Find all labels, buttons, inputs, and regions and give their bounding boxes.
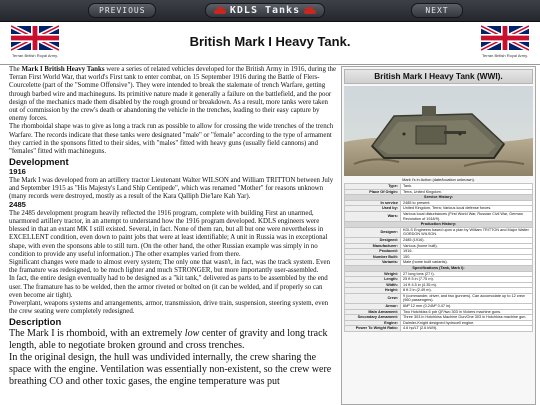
- info-row-label: Crew:: [345, 293, 401, 303]
- info-row-label: Designed:: [345, 237, 401, 243]
- info-row-value: 2485 to present.: [401, 200, 533, 206]
- flag-caption-left: Terran British Royal Army.: [12, 53, 58, 58]
- info-row-label: Engine:: [345, 320, 401, 326]
- paragraph-1916: The Mark I was developed from an artillery tractor Lieutenant Walter WILSON and William TRITTON between July and September 1915 as "His Majesty's Land Ship Centipede", which was renamed "Mother" for reasons unknown (many records were destroyed, mostly as a result of the Kara Qalliph Die'lare Kah Yar).: [9, 176, 334, 201]
- next-button[interactable]: NEXT: [411, 3, 463, 18]
- heading-1916: 1916: [9, 167, 26, 177]
- intro-paragraph-2: The rhomboidal shape was to give as long a track run as possible to allow for crossing the wide trenches of the trench Warfare. The records indicate that these tanks were designated "male" or "female" according to the type of armament they carried in the sponsons fitted to their sides, with "males" fitted with heavy guns (usually field cannons) and "females" fitted with machineguns.: [9, 123, 334, 156]
- info-row-label: Armor:: [345, 304, 401, 310]
- page-header: [0, 24, 540, 64]
- info-row-label: Weight:: [345, 271, 401, 277]
- intro-text-start: The: [9, 66, 22, 73]
- info-section-label: Specifications (Tank, Mark I):: [345, 265, 533, 271]
- description-text-end: center of gravity and long track length, able to negotiate broken ground and cross trenches.: [9, 328, 328, 352]
- info-row-label: Secondary Armament:: [345, 315, 401, 321]
- heading-development: Development: [9, 157, 69, 169]
- info-row-label: In service: [345, 200, 401, 206]
- info-row-label: Length:: [345, 277, 401, 283]
- description-emphasis: low: [184, 328, 200, 340]
- intro-text-rest: were a series of related vehicles developed for the British Army in 1916, during the Terran First World War, that world's First tank to enter combat, on 15 September 1916 during the Battle of Flers-Courcelette (part of the "Somme Offensive"). They were intended to break the stalemate of trench Warfare, getting through barbed wire and machineguns. Its primitive nature made it generally a failure on the battlefield, and the poor design of the mechanics made them disabled by the rough ground or breakdown. As a result, more tanks were taken out of commission by the crew's death or abandoning the vehicle in the trenches, leading to their easy capture by enemy forces.: [9, 66, 337, 123]
- info-row-value: 1916.: [401, 249, 533, 255]
- info-row-label: Manufacturer:: [345, 243, 401, 249]
- brand-name: KDLS Tanks: [229, 5, 301, 16]
- description-paragraph-1: [9, 328, 337, 352]
- photo-caption: Mark I's in Action (date/location unknown).: [402, 177, 475, 182]
- info-row-label: Number Built:: [345, 254, 401, 260]
- paragraph-2485-d: Powerplant, weapons systems and arrangements, armor, transmission, drive train, suspension, steering system, even the crew seating were completely redesigned.: [9, 300, 329, 316]
- info-row: [345, 227, 533, 237]
- info-row-value: 9 (commander, driver, and two gunners). Can accomodate up to 12 crew (960 passengers).: [401, 293, 533, 303]
- info-row-value: Daimler-Knight designed hydrocell engine.: [401, 320, 533, 326]
- info-panel: [341, 66, 536, 405]
- flag-left: [6, 24, 64, 58]
- info-row-label: Variants:: [345, 260, 401, 266]
- heading-2485: 2485: [9, 200, 26, 210]
- intro-paragraph: [9, 66, 337, 123]
- tank-photo: [344, 86, 533, 176]
- info-row-value: Various local disturbances (First World War, Russian Civil War, German Revolution of 1918/9).: [401, 211, 533, 221]
- info-row-label: Designer:: [345, 227, 401, 237]
- intro-bold-term: Mark I British Heavy Tanks: [21, 66, 105, 73]
- info-row-value: 8 ft 2 in (2.49 m).: [401, 288, 533, 294]
- info-row: [345, 293, 533, 303]
- info-row-value: Various (home built).: [401, 243, 533, 249]
- heading-description: Description: [9, 317, 62, 329]
- info-row: [345, 326, 533, 332]
- info-panel-title: British Mark I Heavy Tank (WWI).: [344, 69, 533, 84]
- paragraph-2485-b: Significant changes were made to almost every system; The only one that wasn't, in fact, was the track system. Even the framature was redesigned, to be much lighter and much STRONGER, but more importantly user-assembled.: [9, 259, 331, 275]
- info-row-label: Power To Weight Ratio:: [345, 326, 401, 332]
- info-row-label: Produced:: [345, 249, 401, 255]
- info-row-value: Terra, United Kingdom.: [401, 189, 533, 195]
- article-body: [9, 66, 337, 405]
- info-row-label: Main Armament:: [345, 309, 401, 315]
- paragraph-2485-c: In fact, the entire design eventually had to be designed as a "kit tank," delivered as parts to be assembled by the end user. The framature has to be welded, then the armor riveted or bolted on (it can be welded, and if properly so can even become air tight).: [9, 275, 328, 299]
- flag-right: [476, 24, 534, 58]
- info-row-label: Type:: [345, 184, 401, 190]
- description-paragraph-2: In the original design, the hull was undivided internally, the crew sharing the space with the engine. Ventilation was essentially non-existent, so the crew were breathing CO and other toxic gases, the engine temperature was put: [9, 352, 332, 388]
- tank-logo-icon-right: [304, 7, 316, 15]
- info-row-value: United Kingdom, Terra; Various local defense forces.: [401, 206, 533, 212]
- union-jack-flag-icon: [11, 24, 59, 52]
- info-row-value: 25 ft 5 in (7.75 m).: [401, 277, 533, 283]
- info-row-label: Height:: [345, 288, 401, 294]
- info-table: [344, 183, 533, 332]
- previous-button[interactable]: PREVIOUS: [88, 3, 156, 18]
- tank-logo-icon: [214, 7, 226, 15]
- paragraph-2485-a: The 2485 development program heavily reflected the 1916 program, complete with building First an unarmed, unarmored artillery tractor, in an attempt to understand how the 1916 program developed. KDLS engineers were blessed in that an extant MK I still existed. Several, in fact. None of them ran, but all but one were nevertheless in EXCELLENT condition, even down to paint jobs that were at least identifiable; A unit in Russia was in exceptional shape, with even the sponsons able to still turn. (On the other hand, the other Russian example was simply in no condition to provide any useful information.) The other examples varied from there.: [9, 209, 328, 258]
- info-row-value: 6Mº 12 mm (0.24Mº 0.47 in).: [401, 304, 533, 310]
- info-row-value: 27 long tons (27 t).: [401, 271, 533, 277]
- header-divider: [0, 64, 540, 65]
- info-row-value: Two Hotchkiss 6 pdr QF/two 303 in Vickers machine guns.: [401, 309, 533, 315]
- description-text-start: The Mark I is rhomboid, with an extremely: [9, 328, 185, 340]
- info-row-value: 14 ft 4.5 in (4.35 m).: [401, 282, 533, 288]
- page-title: British Mark I Heavy Tank.: [189, 34, 351, 49]
- info-row-label: Wars:: [345, 211, 401, 221]
- union-jack-flag-icon-right: [481, 24, 529, 52]
- info-section-label: Production History:: [345, 222, 533, 228]
- info-row-value: 2485 (1916).: [401, 237, 533, 243]
- info-row: [345, 211, 533, 221]
- info-row-value: 4.6 hp/LT (2.6 kW/t).: [401, 326, 533, 332]
- info-row-value: Three 303 in Hotchkiss Machine Gun/One 303 in Hotchkiss machine gun.: [401, 315, 533, 321]
- info-row-label: Place Of Origin:: [345, 189, 401, 195]
- info-row-label: Used by:: [345, 206, 401, 212]
- site-brand-banner[interactable]: [205, 3, 325, 18]
- info-row-label: Width:: [345, 282, 401, 288]
- info-row-value: Tank.: [401, 184, 533, 190]
- info-section-label: Service History:: [345, 195, 533, 201]
- flag-caption-right: Terran British Royal Army.: [482, 53, 528, 58]
- info-row-value: 150.: [401, 254, 533, 260]
- info-row: [345, 315, 533, 321]
- info-row-value: KDLS Engineers based upon a plan by William TRITTON and Major Walter GORDON WILSON.: [401, 227, 533, 237]
- info-row-value: Male (home built variants).: [401, 260, 533, 266]
- top-nav-bar: [0, 0, 540, 22]
